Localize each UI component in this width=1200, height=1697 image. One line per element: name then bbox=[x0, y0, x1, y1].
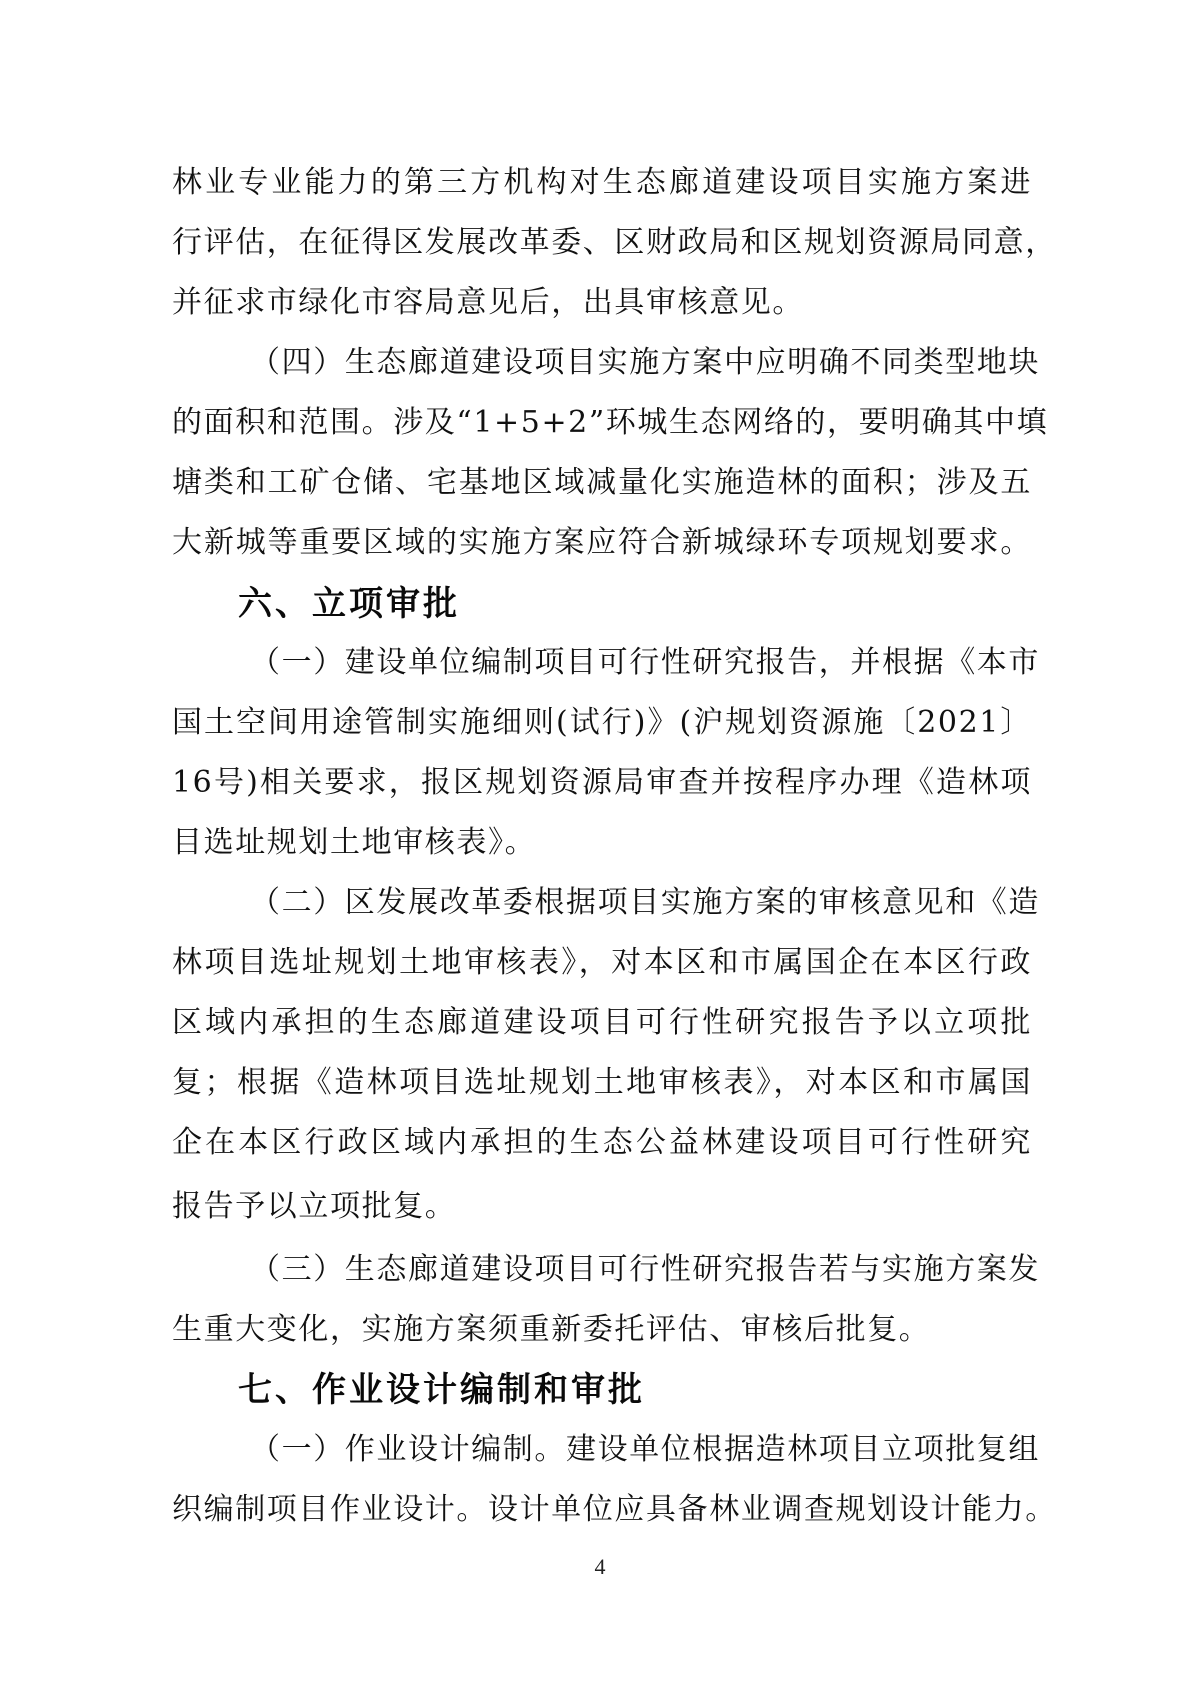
body-text-line: 行评估，在征得区发展改革委、区财政局和区规划资源局同意， bbox=[172, 225, 1057, 260]
section-heading-6: 六、立项审批 bbox=[238, 584, 460, 624]
body-text-line: 企在本区行政区域内承担的生态公益林建设项目可行性研究 bbox=[172, 1125, 1032, 1160]
paragraph-6-1-first-line: （一）建设单位编制项目可行性研究报告，并根据《本市 bbox=[250, 645, 1040, 680]
body-text-line: 16号)相关要求，报区规划资源局审查并按程序办理《造林项 bbox=[172, 765, 1032, 800]
paragraph-4-first-line: （四）生态廊道建设项目实施方案中应明确不同类型地块 bbox=[250, 345, 1040, 380]
body-text-line: 报告予以立项批复。 bbox=[172, 1189, 457, 1224]
body-text-line: 国土空间用途管制实施细则(试行)》(沪规划资源施〔2021〕 bbox=[172, 705, 1032, 740]
body-text-line: 生重大变化，实施方案须重新委托评估、审核后批复。 bbox=[172, 1312, 931, 1347]
page-number: 4 bbox=[594, 1554, 606, 1579]
body-text-line: 塘类和工矿仓储、宅基地区域减量化实施造林的面积；涉及五 bbox=[172, 465, 1032, 500]
body-text-line: 的面积和范围。涉及“1+5+2”环城生态网络的，要明确其中填 bbox=[172, 405, 1049, 440]
paragraph-6-3-first-line: （三）生态廊道建设项目可行性研究报告若与实施方案发 bbox=[250, 1252, 1040, 1287]
paragraph-6-2-first-line: （二）区发展改革委根据项目实施方案的审核意见和《造 bbox=[250, 885, 1040, 920]
body-text-line: 复；根据《造林项目选址规划土地审核表》，对本区和市属国 bbox=[172, 1065, 1032, 1100]
body-text-line: 目选址规划土地审核表》。 bbox=[172, 825, 537, 860]
body-text-line: 织编制项目作业设计。设计单位应具备林业调查规划设计能力。 bbox=[172, 1492, 1057, 1527]
body-text-line: 并征求市绿化市容局意见后，出具审核意见。 bbox=[172, 285, 804, 320]
body-text-line: 林项目选址规划土地审核表》，对本区和市属国企在本区行政 bbox=[172, 945, 1032, 980]
body-text-line: 大新城等重要区域的实施方案应符合新城绿环专项规划要求。 bbox=[172, 525, 1032, 560]
body-text-line: 区域内承担的生态廊道建设项目可行性研究报告予以立项批 bbox=[172, 1005, 1032, 1040]
section-heading-7: 七、作业设计编制和审批 bbox=[238, 1370, 645, 1410]
paragraph-7-1-first-line: （一）作业设计编制。建设单位根据造林项目立项批复组 bbox=[250, 1432, 1040, 1467]
body-text-line: 林业专业能力的第三方机构对生态廊道建设项目实施方案进 bbox=[172, 165, 1032, 200]
